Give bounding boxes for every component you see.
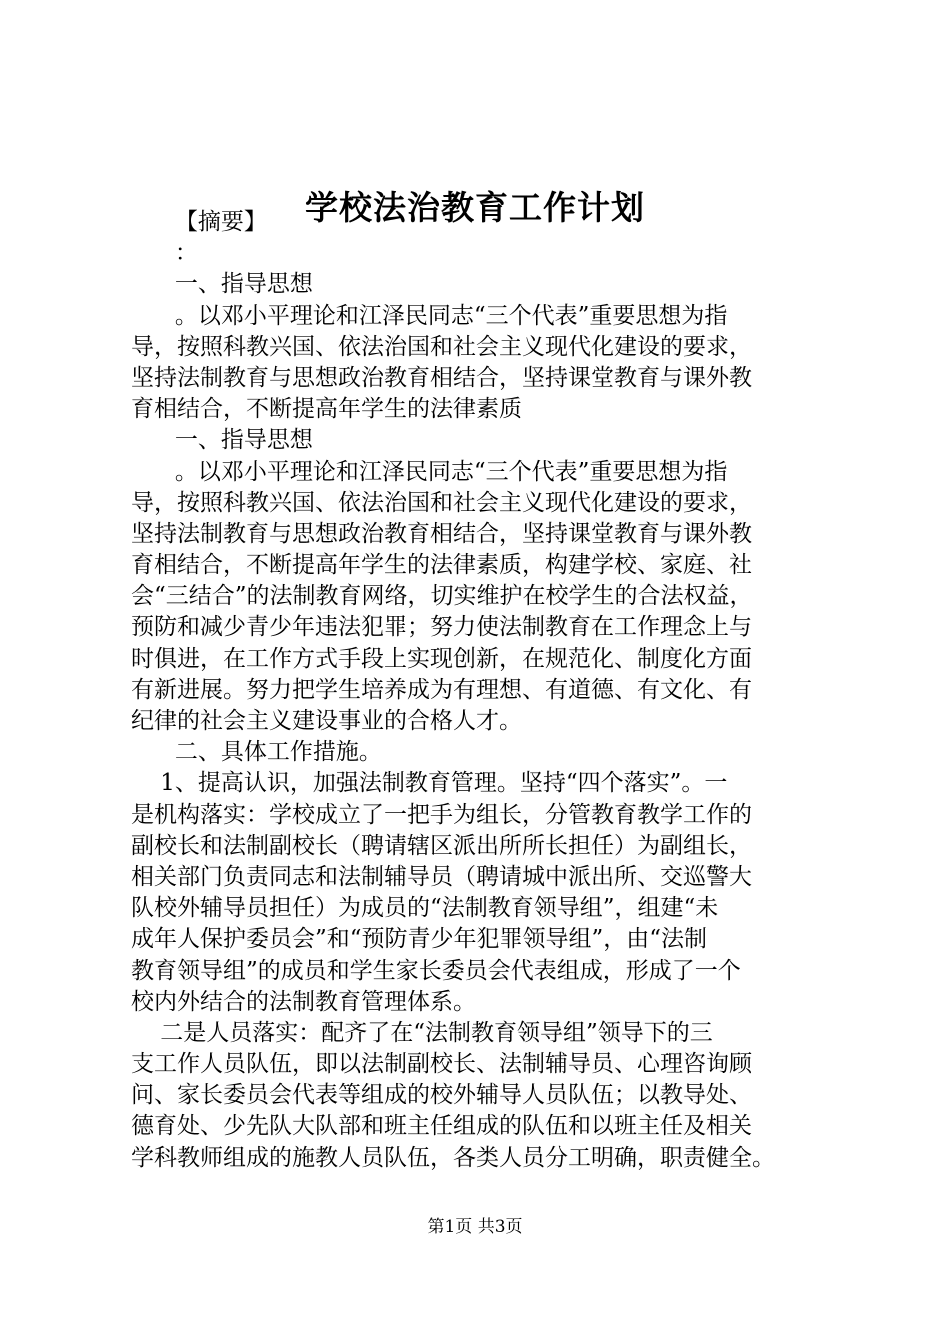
body-line: 纪律的社会主义建设事业的合格人才。: [131, 708, 522, 734]
body-line: 二、具体工作措施。: [131, 739, 382, 766]
body-line: 坚持法制教育与思想政治教育相结合，坚持课堂教育与课外教: [131, 520, 752, 547]
body-line: 支工作人员队伍，即以法制副校长、法制辅导员、心理咨询顾: [131, 1051, 752, 1078]
body-line: 成年人保护委员会”和“预防青少年犯罪领导组”，由“法制: [131, 926, 708, 953]
body-line: 学科教师组成的施教人员队伍，各类人员分工明确，职责健全。: [131, 1144, 775, 1171]
body-line: 育相结合，不断提高年学生的法律素质，构建学校、家庭、社: [131, 552, 752, 579]
page-number-footer: 第1页 共3页: [427, 1217, 523, 1237]
body-line: 问、家长委员会代表等组成的校外辅导人员队伍；以教导处、: [131, 1082, 752, 1109]
body-line: ：: [131, 240, 198, 267]
body-line: 二是人员落实：配齐了在“法制教育领导组”领导下的三: [131, 1019, 713, 1046]
body-line: 教育领导组”的成员和学生家长委员会代表组成，形成了一个: [131, 957, 741, 984]
body-line: 一、指导思想: [131, 271, 313, 298]
document-body: [131, 207, 833, 1174]
body-line: 有新进展。努力把学生培养成为有理想、有道德、有文化、有: [131, 676, 752, 703]
body-line: 德育处、少先队大队部和班主任组成的队伍和以班主任及相关: [131, 1113, 752, 1140]
body-line: 育相结合，不断提高年学生的法律素质: [131, 396, 522, 423]
body-line: 会“三结合”的法制教育网络，切实维护在校学生的合法权益，: [131, 583, 753, 610]
body-line: 预防和减少青少年违法犯罪；努力使法制教育在工作理念上与: [131, 614, 752, 641]
body-line: 导，按照科教兴国、依法治国和社会主义现代化建设的要求，: [131, 489, 752, 516]
body-line: 队校外辅导员担任）为成员的“法制教育领导组”，组建“未: [131, 895, 719, 922]
body-line: 相关部门负责同志和法制辅导员（聘请城中派出所、交巡警大: [131, 863, 752, 890]
body-line: 。以邓小平理论和江泽民同志“三个代表”重要思想为指: [131, 458, 728, 485]
body-line: 校内外结合的法制教育管理体系。: [131, 988, 476, 1015]
body-line: 。以邓小平理论和江泽民同志“三个代表”重要思想为指: [131, 302, 728, 329]
body-line: 【摘要】: [131, 209, 267, 235]
body-line: 是机构落实：学校成立了一把手为组长，分管教育教学工作的: [131, 801, 752, 828]
body-line: 一、指导思想: [131, 427, 313, 454]
body-line: 坚持法制教育与思想政治教育相结合，坚持课堂教育与课外教: [131, 364, 752, 391]
body-line: 副校长和法制副校长（聘请辖区派出所所长担任）为副组长，: [131, 832, 752, 859]
body-line: 1、提高认识，加强法制教育管理。坚持“四个落实”。一: [131, 770, 728, 797]
body-line: 时俱进，在工作方式手段上实现创新，在规范化、制度化方面: [131, 645, 752, 672]
body-line: 导，按照科教兴国、依法治国和社会主义现代化建设的要求，: [131, 333, 752, 360]
document-title: 学校法治教育工作计划: [305, 188, 645, 227]
